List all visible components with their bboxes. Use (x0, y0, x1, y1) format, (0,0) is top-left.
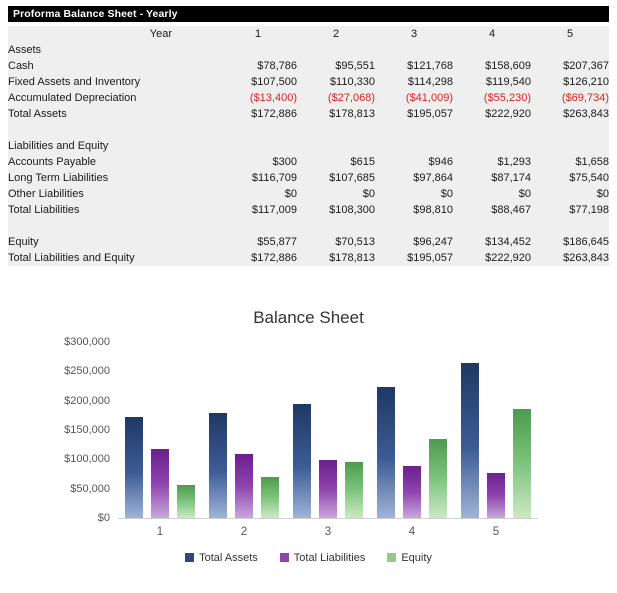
column-header-period-4: 4 (453, 26, 531, 42)
chart-bar (319, 460, 337, 518)
legend-swatch-icon (280, 553, 289, 562)
chart-x-tick-label: 2 (240, 526, 248, 538)
table-cell: $95,551 (297, 58, 375, 74)
table-row (8, 58, 609, 74)
empty-cell (219, 42, 297, 58)
chart-bar (177, 485, 195, 518)
section-title: Assets (8, 42, 219, 58)
table-cell: $126,210 (531, 74, 609, 90)
chart-bar (461, 363, 479, 518)
spacer-cell (8, 218, 219, 234)
row-label: Accounts Payable (8, 154, 219, 170)
table-cell: $55,877 (219, 234, 297, 250)
table-cell: $195,057 (375, 106, 453, 122)
table-row (8, 154, 609, 170)
chart-bar (125, 417, 143, 518)
table-spacer-row (8, 122, 609, 138)
table-cell: $97,864 (375, 170, 453, 186)
table-cell: $77,198 (531, 202, 609, 218)
legend-item (185, 552, 258, 564)
row-label: Cash (8, 58, 219, 74)
empty-cell (453, 42, 531, 58)
table-cell: $98,810 (375, 202, 453, 218)
table-cell: $0 (453, 186, 531, 202)
table-cell: $0 (531, 186, 609, 202)
empty-cell (453, 138, 531, 154)
table-cell: $107,500 (219, 74, 297, 90)
legend-item (387, 552, 432, 564)
chart-y-tick-label: $0 (97, 512, 110, 524)
balance-sheet-table (8, 26, 609, 266)
table-cell: $117,009 (219, 202, 297, 218)
row-label: Long Term Liabilities (8, 170, 219, 186)
legend-label: Total Assets (199, 552, 258, 564)
table-cell: $186,645 (531, 234, 609, 250)
chart-bar (235, 454, 253, 518)
table-cell: $195,057 (375, 250, 453, 266)
empty-cell (375, 138, 453, 154)
table-row (8, 202, 609, 218)
spacer-cell (219, 122, 297, 138)
chart-x-tick-label: 5 (492, 526, 500, 538)
empty-cell (375, 42, 453, 58)
table-cell: $87,174 (453, 170, 531, 186)
table-cell: $96,247 (375, 234, 453, 250)
chart-x-tick-label: 3 (324, 526, 332, 538)
chart-bar (209, 413, 227, 518)
table-row (8, 250, 609, 266)
table-cell: $1,658 (531, 154, 609, 170)
row-label: Total Liabilities and Equity (8, 250, 219, 266)
row-label: Other Liabilities (8, 186, 219, 202)
chart-bar (261, 477, 279, 518)
spacer-cell (531, 122, 609, 138)
table-row (8, 186, 609, 202)
column-header-period-3: 3 (375, 26, 453, 42)
column-header-period-2: 2 (297, 26, 375, 42)
table-cell: $300 (219, 154, 297, 170)
table-cell: $110,330 (297, 74, 375, 90)
legend-swatch-icon (185, 553, 194, 562)
section-header-row (8, 42, 609, 58)
legend-swatch-icon (387, 553, 396, 562)
table-cell: ($55,230) (453, 90, 531, 106)
table-cell: $75,540 (531, 170, 609, 186)
row-label: Total Assets (8, 106, 219, 122)
chart-legend (8, 552, 609, 564)
chart-bar (345, 462, 363, 518)
chart-bar (377, 387, 395, 518)
table-cell: $114,298 (375, 74, 453, 90)
spacer-cell (453, 122, 531, 138)
chart-y-tick-label: $250,000 (64, 365, 110, 378)
table-cell: $108,300 (297, 202, 375, 218)
spacer-cell (375, 218, 453, 234)
chart-bar (151, 449, 169, 518)
table-cell: $107,685 (297, 170, 375, 186)
empty-cell (531, 138, 609, 154)
chart-y-tick-label: $50,000 (70, 482, 110, 495)
table-cell: $119,540 (453, 74, 531, 90)
balance-sheet-table-container (8, 26, 609, 266)
table-cell: $222,920 (453, 250, 531, 266)
spacer-cell (297, 218, 375, 234)
section-title: Liabilities and Equity (8, 138, 219, 154)
table-spacer-row (8, 218, 609, 234)
spacer-cell (219, 218, 297, 234)
table-cell: $172,886 (219, 106, 297, 122)
table-cell: $121,768 (375, 58, 453, 74)
column-header-year: Year (8, 26, 219, 42)
chart-bar (487, 473, 505, 518)
table-cell: ($13,400) (219, 90, 297, 106)
table-cell: $178,813 (297, 250, 375, 266)
balance-sheet-chart (8, 294, 609, 586)
table-row (8, 74, 609, 90)
spacer-cell (297, 122, 375, 138)
table-cell: $1,293 (453, 154, 531, 170)
table-cell: $178,813 (297, 106, 375, 122)
chart-bar (429, 439, 447, 518)
table-cell: ($41,009) (375, 90, 453, 106)
chart-title: Balance Sheet (253, 308, 364, 327)
table-row (8, 90, 609, 106)
table-cell: $946 (375, 154, 453, 170)
table-cell: $222,920 (453, 106, 531, 122)
legend-label: Equity (401, 552, 432, 564)
chart-y-tick-label: $300,000 (64, 336, 110, 348)
table-cell: $158,609 (453, 58, 531, 74)
row-label: Equity (8, 234, 219, 250)
chart-plot-area (64, 336, 538, 524)
column-header-period-5: 5 (531, 26, 609, 42)
table-cell: $116,709 (219, 170, 297, 186)
spacer-cell (531, 218, 609, 234)
table-cell: $615 (297, 154, 375, 170)
row-label: Fixed Assets and Inventory (8, 74, 219, 90)
row-label: Accumulated Depreciation (8, 90, 219, 106)
chart-x-axis (118, 518, 538, 519)
table-cell: $134,452 (453, 234, 531, 250)
spacer-cell (453, 218, 531, 234)
empty-cell (297, 42, 375, 58)
column-header-period-1: 1 (219, 26, 297, 42)
section-header-row (8, 138, 609, 154)
empty-cell (531, 42, 609, 58)
spacer-cell (8, 122, 219, 138)
table-cell: $172,886 (219, 250, 297, 266)
table-row (8, 170, 609, 186)
table-cell: ($27,068) (297, 90, 375, 106)
table-cell: $88,467 (453, 202, 531, 218)
legend-label: Total Liabilities (293, 552, 366, 564)
table-cell: $70,513 (297, 234, 375, 250)
table-cell: $0 (219, 186, 297, 202)
chart-y-tick-label: $150,000 (64, 424, 110, 436)
chart-bar (513, 409, 531, 518)
table-cell: ($69,734) (531, 90, 609, 106)
empty-cell (297, 138, 375, 154)
table-cell: $0 (297, 186, 375, 202)
table-cell: $78,786 (219, 58, 297, 74)
chart-x-tick-label: 1 (156, 526, 164, 538)
table-row (8, 234, 609, 250)
chart-bar (293, 404, 311, 518)
legend-item (280, 552, 366, 564)
empty-cell (219, 138, 297, 154)
page-title: Proforma Balance Sheet - Yearly (8, 6, 609, 22)
row-label: Total Liabilities (8, 202, 219, 218)
table-row (8, 106, 609, 122)
chart-x-tick-label: 4 (408, 526, 416, 538)
chart-bar (403, 466, 421, 518)
table-cell: $207,367 (531, 58, 609, 74)
table-header-row (8, 26, 609, 42)
chart-y-tick-label: $200,000 (64, 394, 110, 407)
table-cell: $263,843 (531, 106, 609, 122)
table-cell: $263,843 (531, 250, 609, 266)
chart-y-tick-label: $100,000 (64, 453, 110, 466)
table-cell: $0 (375, 186, 453, 202)
spacer-cell (375, 122, 453, 138)
